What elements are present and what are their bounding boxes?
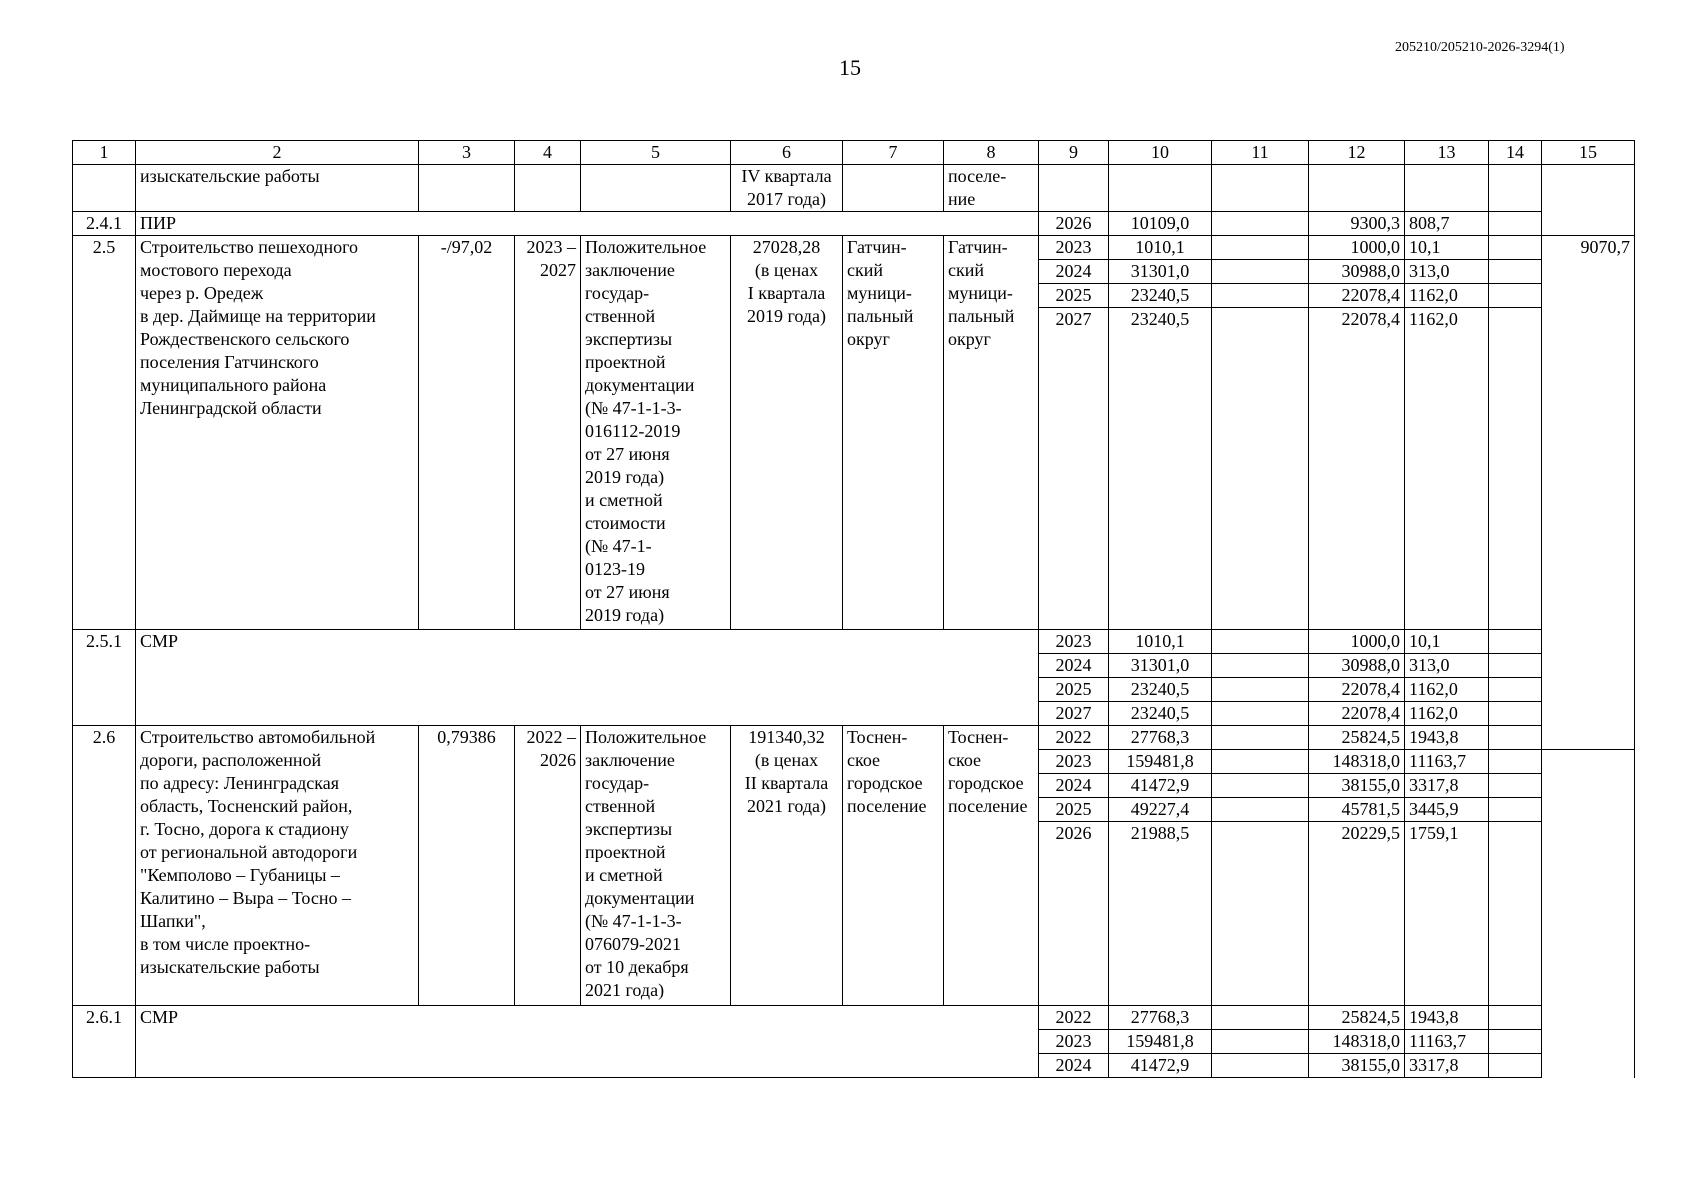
cell-empty — [1489, 726, 1542, 750]
cell-year: 2022 — [1039, 726, 1109, 750]
table-row — [73, 165, 1635, 212]
col-header: 12 — [1309, 141, 1405, 165]
cell-local: 3317,8 — [1405, 774, 1489, 798]
cell-period: 2023 – 2027 — [515, 236, 581, 630]
cell-empty — [1489, 822, 1542, 1006]
cell-total: 159481,8 — [1109, 750, 1212, 774]
cell-year: 2023 — [1039, 1030, 1109, 1054]
col-header: 6 — [731, 141, 843, 165]
cell-period: 2022 – 2026 — [515, 726, 581, 1006]
cell-total: 27768,3 — [1109, 1006, 1212, 1030]
col-header: 2 — [136, 141, 419, 165]
cell-empty — [1212, 702, 1309, 726]
cell-year: 2027 — [1039, 702, 1109, 726]
cell-local: 11163,7 — [1405, 1030, 1489, 1054]
cell-empty — [1212, 774, 1309, 798]
cell-empty — [1489, 308, 1542, 630]
col-header: 11 — [1212, 141, 1309, 165]
cell-local: 10,1 — [1405, 630, 1489, 654]
cell-name: Строительство автомобильной дороги, расположенной по адресу: Ленинградская область, Тосненский район, г. Тосно, дорога к стадиону от региональной автодороги "Кемполово – Губаницы – Калитино – Выра – Тосно – Шапки", в том числе проектно- изыскательские работы — [136, 726, 419, 1006]
cell-regional: 22078,4 — [1309, 308, 1405, 630]
cell-empty — [1212, 630, 1309, 654]
cell-expertise: Положительное заключение государ- ственной экспертизы проектной и сметной документации (№ 47-1-1-3- 076079-2021 от 10 декабря 2021 года) — [581, 726, 731, 1006]
cell-empty — [1212, 726, 1309, 750]
cell-expertise: Положительное заключение государ- ственной экспертизы проектной документации (№ 47-1-1-3- 016112-2019 от 27 июня 2019 года) и сметной стоимости (№ 47-1- 0123-19 от 27 июня 2019 года) — [581, 236, 731, 630]
cell-num: 2.4.1 — [73, 212, 136, 236]
cell-empty — [1212, 1054, 1309, 1078]
cell-empty — [1489, 798, 1542, 822]
cell-regional: 30988,0 — [1309, 260, 1405, 284]
cell-year: 2025 — [1039, 678, 1109, 702]
cell-empty — [1489, 236, 1542, 260]
cell-remaining: 9070,7 — [1542, 236, 1635, 750]
cell-empty — [1489, 630, 1542, 654]
cell-total: 23240,5 — [1109, 284, 1212, 308]
cell-customer: Гатчин- ский муници- пальный округ — [843, 236, 944, 630]
cell-regional: 20229,5 — [1309, 822, 1405, 1006]
cell-empty — [1212, 1006, 1309, 1030]
cell-empty — [1212, 1030, 1309, 1054]
cell-customer: Тоснен- ское городское поселение — [843, 726, 944, 1006]
cell-total: 31301,0 — [1109, 260, 1212, 284]
cell-local: 10,1 — [1405, 236, 1489, 260]
cell-empty — [1212, 165, 1309, 212]
cell-year: 2023 — [1039, 750, 1109, 774]
cell-local: 1162,0 — [1405, 284, 1489, 308]
col-header: 3 — [419, 141, 515, 165]
page-number: 15 — [839, 55, 861, 80]
cell-local: 1943,8 — [1405, 1006, 1489, 1030]
table-row — [73, 726, 1635, 750]
cell-empty — [1039, 165, 1109, 212]
cell-empty — [419, 165, 515, 212]
cell-price: 27028,28 (в ценах I квартала 2019 года) — [731, 236, 843, 630]
cell-capacity: -/97,02 — [419, 236, 515, 630]
cell-num: 2.5.1 — [73, 630, 136, 726]
cell-empty — [1489, 284, 1542, 308]
cell-empty — [1489, 654, 1542, 678]
cell-empty — [843, 165, 944, 212]
cell-local: 808,7 — [1405, 212, 1489, 236]
table-row — [73, 236, 1635, 260]
cell-settlement: Тоснен- ское городское поселение — [944, 726, 1039, 1006]
cell-total: 1010,1 — [1109, 236, 1212, 260]
cell-local: 11163,7 — [1405, 750, 1489, 774]
col-header: 5 — [581, 141, 731, 165]
cell-year: 2025 — [1039, 284, 1109, 308]
cell-local: 1943,8 — [1405, 726, 1489, 750]
cell-regional: 45781,5 — [1309, 798, 1405, 822]
table-row — [73, 212, 1635, 236]
cell-year: 2026 — [1039, 822, 1109, 1006]
cell-empty — [1489, 212, 1542, 236]
cell-empty — [1489, 260, 1542, 284]
cell-total: 41472,9 — [1109, 774, 1212, 798]
cell-year: 2027 — [1039, 308, 1109, 630]
cell-regional: 30988,0 — [1309, 654, 1405, 678]
cell-empty — [1212, 308, 1309, 630]
cell-num: 2.5 — [73, 236, 136, 630]
cell-empty — [515, 165, 581, 212]
cell-year: 2024 — [1039, 654, 1109, 678]
cell-empty — [1405, 165, 1489, 212]
cell-total: 31301,0 — [1109, 654, 1212, 678]
col-header: 7 — [843, 141, 944, 165]
cell-empty — [1212, 212, 1309, 236]
col-header: 15 — [1542, 141, 1635, 165]
cell-name: изыскательские работы — [136, 165, 419, 212]
cell-local: 1759,1 — [1405, 822, 1489, 1006]
cell-local: 1162,0 — [1405, 702, 1489, 726]
cell-name: Строительство пешеходного мостового перехода через р. Оредеж в дер. Даймище на территории Рождественского сельского поселения Гатчинского муниципального района Ленинградской области — [136, 236, 419, 630]
cell-total: 23240,5 — [1109, 678, 1212, 702]
cell-regional: 1000,0 — [1309, 236, 1405, 260]
cell-empty — [1489, 1006, 1542, 1030]
cell-year: 2025 — [1039, 798, 1109, 822]
cell-total: 23240,5 — [1109, 702, 1212, 726]
cell-num: 2.6.1 — [73, 1006, 136, 1078]
cell-local: 3317,8 — [1405, 1054, 1489, 1078]
cell-name: СМР — [136, 1006, 1039, 1078]
cell-local: 313,0 — [1405, 654, 1489, 678]
cell-regional: 148318,0 — [1309, 750, 1405, 774]
cell-empty — [581, 165, 731, 212]
col-header: 9 — [1039, 141, 1109, 165]
cell-num — [73, 165, 136, 212]
table-row — [73, 630, 1635, 654]
cell-empty — [1212, 750, 1309, 774]
cell-empty — [1489, 1054, 1542, 1078]
column-number-row — [73, 141, 1635, 165]
cell-total: 1010,1 — [1109, 630, 1212, 654]
table-row — [73, 1006, 1635, 1030]
cell-empty — [1489, 702, 1542, 726]
cell-total: 23240,5 — [1109, 308, 1212, 630]
col-header: 8 — [944, 141, 1039, 165]
cell-year: 2024 — [1039, 1054, 1109, 1078]
col-header: 14 — [1489, 141, 1542, 165]
cell-empty — [1212, 798, 1309, 822]
cell-settlement: поселе- ние — [944, 165, 1039, 212]
cell-year: 2024 — [1039, 774, 1109, 798]
cell-local: 313,0 — [1405, 260, 1489, 284]
cell-total: 159481,8 — [1109, 1030, 1212, 1054]
cell-empty — [1542, 165, 1635, 236]
cell-regional: 22078,4 — [1309, 702, 1405, 726]
cell-empty — [1489, 165, 1542, 212]
cell-empty — [1489, 774, 1542, 798]
cell-year: 2023 — [1039, 630, 1109, 654]
cell-regional: 38155,0 — [1309, 774, 1405, 798]
cell-total: 21988,5 — [1109, 822, 1212, 1006]
cell-total: 41472,9 — [1109, 1054, 1212, 1078]
cell-regional: 25824,5 — [1309, 1006, 1405, 1030]
cell-capacity: 0,79386 — [419, 726, 515, 1006]
cell-year: 2022 — [1039, 1006, 1109, 1030]
col-header: 4 — [515, 141, 581, 165]
col-header: 1 — [73, 141, 136, 165]
cell-empty — [1489, 678, 1542, 702]
cell-regional: 1000,0 — [1309, 630, 1405, 654]
col-header: 10 — [1109, 141, 1212, 165]
cell-empty — [1212, 822, 1309, 1006]
cell-regional: 22078,4 — [1309, 678, 1405, 702]
cell-year: 2026 — [1039, 212, 1109, 236]
cell-local: 1162,0 — [1405, 678, 1489, 702]
cell-empty — [1109, 165, 1212, 212]
cell-total: 49227,4 — [1109, 798, 1212, 822]
cell-regional: 25824,5 — [1309, 726, 1405, 750]
cell-num: 2.6 — [73, 726, 136, 1006]
cell-price: IV квартала 2017 года) — [731, 165, 843, 212]
cell-empty — [1212, 236, 1309, 260]
cell-empty — [1212, 678, 1309, 702]
cell-empty — [1309, 165, 1405, 212]
cell-regional: 148318,0 — [1309, 1030, 1405, 1054]
cell-year: 2023 — [1039, 236, 1109, 260]
cell-name: ПИР — [136, 212, 1039, 236]
cell-empty — [1212, 654, 1309, 678]
budget-table — [72, 140, 1635, 1078]
cell-empty — [1212, 284, 1309, 308]
cell-empty — [1489, 750, 1542, 774]
document-id: 205210/205210-2026-3294(1) — [1395, 40, 1565, 55]
cell-empty — [1212, 260, 1309, 284]
cell-total: 10109,0 — [1109, 212, 1212, 236]
cell-price: 191340,32 (в ценах II квартала 2021 года) — [731, 726, 843, 1006]
cell-empty — [1489, 1030, 1542, 1054]
cell-total: 27768,3 — [1109, 726, 1212, 750]
cell-regional: 9300,3 — [1309, 212, 1405, 236]
cell-regional: 38155,0 — [1309, 1054, 1405, 1078]
cell-regional: 22078,4 — [1309, 284, 1405, 308]
col-header: 13 — [1405, 141, 1489, 165]
cell-name: СМР — [136, 630, 1039, 726]
cell-settlement: Гатчин- ский муници- пальный округ — [944, 236, 1039, 630]
cell-local: 3445,9 — [1405, 798, 1489, 822]
cell-local: 1162,0 — [1405, 308, 1489, 630]
cell-year: 2024 — [1039, 260, 1109, 284]
